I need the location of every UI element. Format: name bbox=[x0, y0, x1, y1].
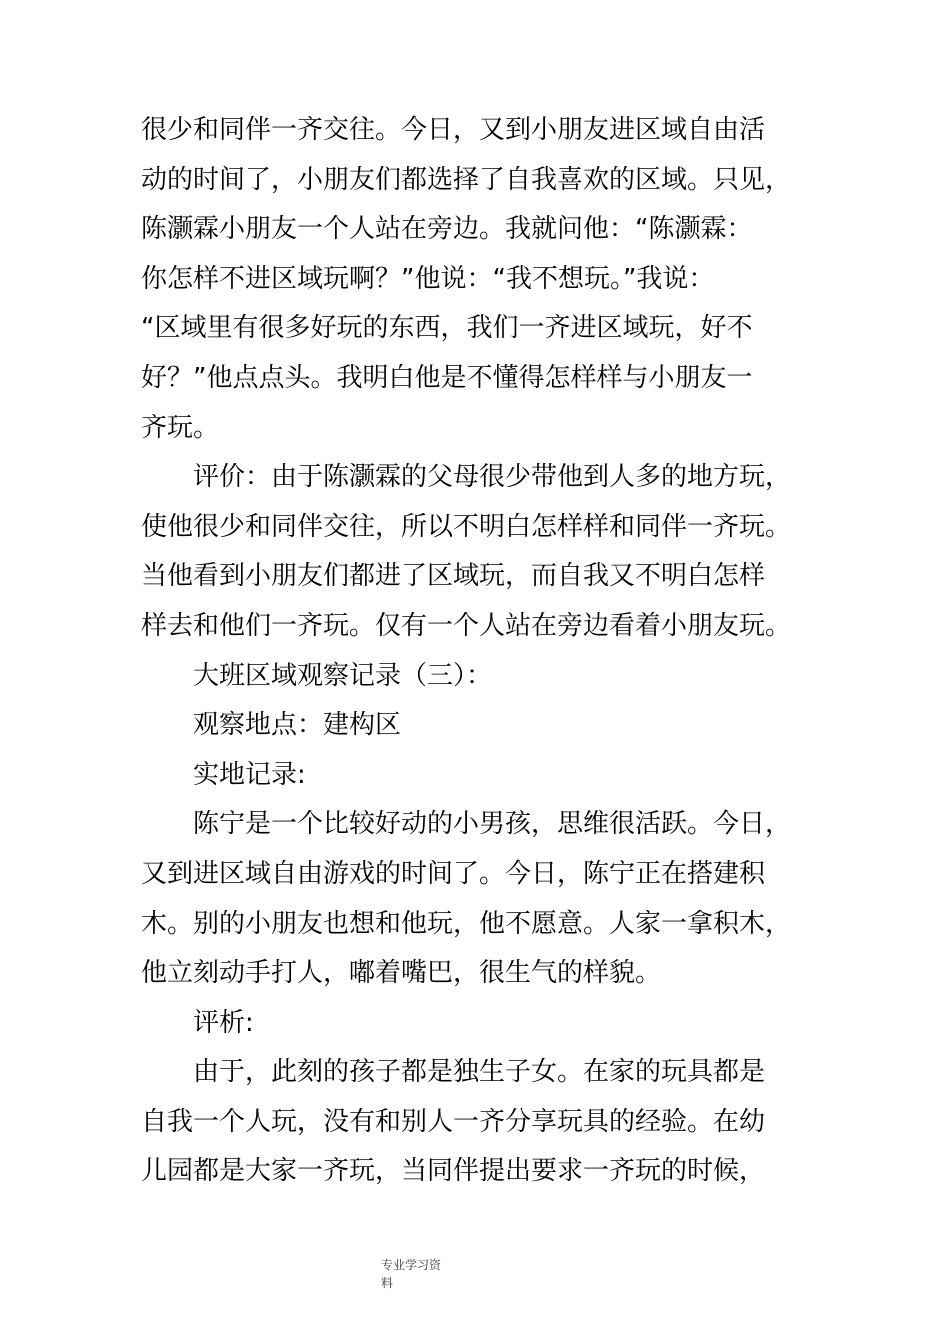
text-line: 使他很少和同伴交往，所以不明白怎样样和同伴一齐玩。 bbox=[141, 511, 792, 542]
text-line: 很少和同伴一齐交往。今日，又到小朋友进区域自由活 bbox=[141, 115, 766, 145]
text-line: 自我一个人玩，没有和别人一齐分享玩具的经验。在幼 bbox=[141, 1106, 766, 1137]
section-heading: 大班区域观察记录（三）： bbox=[193, 660, 493, 691]
text-line: 好？”他点点头。我明白他是不懂得怎样样与小朋友一 bbox=[141, 362, 753, 393]
text-line: 又到进区域自由游戏的时间了。今日，陈宁正在搭建积 bbox=[141, 858, 766, 889]
paragraph-start-record: 陈宁是一个比较好动的小男孩，思维很活跃。今日， bbox=[193, 809, 792, 840]
footer-line: 专业学习资 bbox=[381, 1258, 442, 1272]
field-record-label: 实地记录: bbox=[193, 759, 306, 790]
text-line: “区域里有很多好玩的东西，我们一齐进区域玩，好不 bbox=[141, 313, 753, 344]
analysis-label: 评析: bbox=[193, 1007, 254, 1038]
document-body bbox=[141, 106, 831, 1197]
text-line: 木。别的小朋友也想和他玩，他不愿意。人家一拿积木， bbox=[141, 908, 792, 939]
text-line: 齐玩。 bbox=[141, 412, 220, 443]
paragraph-start-analysis: 由于，此刻的孩子都是独生子女。在家的玩具都是 bbox=[193, 1057, 766, 1088]
page-footer bbox=[381, 1256, 461, 1292]
observation-location: 观察地点：建构区 bbox=[193, 710, 402, 741]
text-line: 当他看到小朋友们都进了区域玩，而自我又不明白怎样 bbox=[141, 561, 766, 592]
text-line: 儿园都是大家一齐玩，当同伴提出要求一齐玩的时候， bbox=[141, 1156, 766, 1187]
footer-line: 料 bbox=[381, 1276, 394, 1290]
text-line: 动的时间了，小朋友们都选择了自我喜欢的区域。只见， bbox=[141, 164, 792, 195]
text-line: 陈灏霖小朋友一个人站在旁边。我就问他：“陈灏霖： bbox=[141, 214, 753, 245]
text-line: 他立刻动手打人，嘟着嘴巴，很生气的样貌。 bbox=[141, 958, 662, 989]
text-line: 你怎样不进区域玩啊？”他说：“我不想玩。”我说： bbox=[141, 263, 715, 294]
text-line: 样去和他们一齐玩。仅有一个人站在旁边看着小朋友玩。 bbox=[141, 610, 792, 641]
paragraph-start-evaluation: 评价：由于陈灏霖的父母很少带他到人多的地方玩， bbox=[193, 462, 792, 493]
